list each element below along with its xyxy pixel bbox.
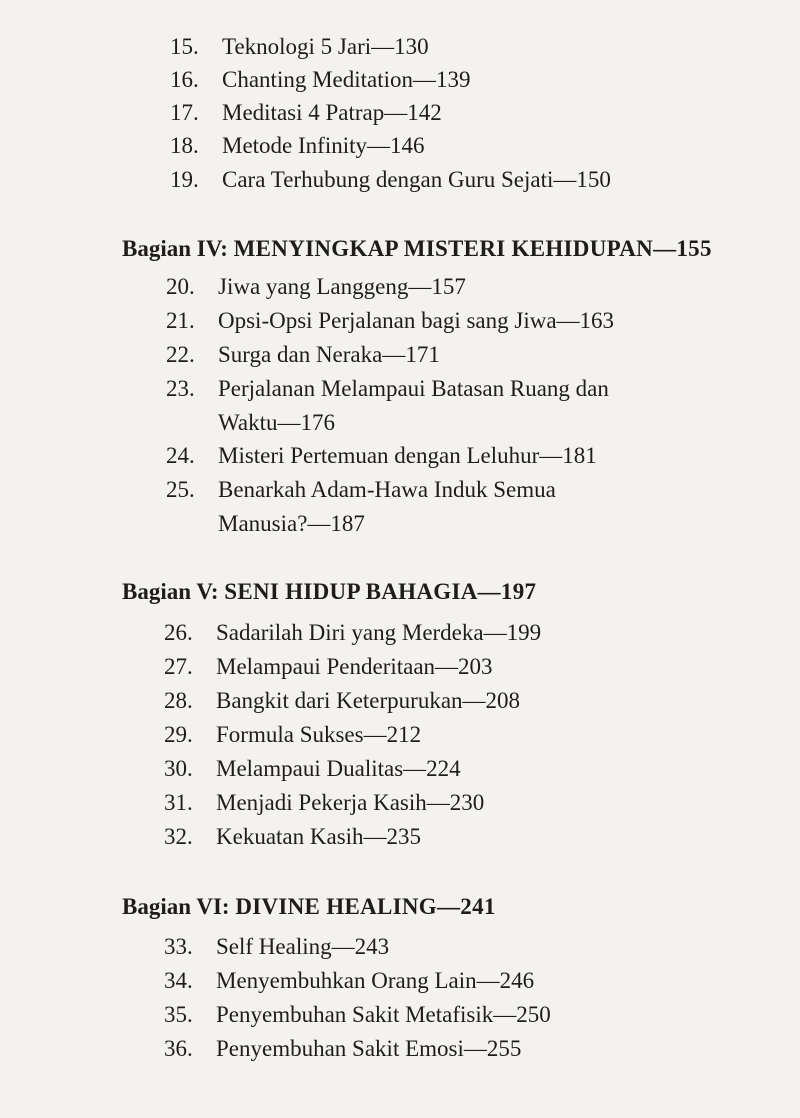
entry-title-continuation: Manusia?—187 — [218, 511, 365, 536]
entry-title-continuation: Waktu—176 — [218, 410, 335, 435]
entry-title: Surga dan Neraka—171 — [218, 342, 440, 367]
entry-title: Chanting Meditation—139 — [222, 67, 471, 92]
entry-number: 33. — [164, 934, 193, 959]
entry-number: 24. — [166, 443, 195, 468]
entry-title: Perjalanan Melampaui Batasan Ruang dan — [218, 376, 609, 401]
entry-number: 18. — [170, 133, 199, 158]
entry-title: Jiwa yang Langgeng—157 — [218, 274, 466, 299]
entry-title: Formula Sukses—212 — [216, 722, 422, 747]
entry-title: Opsi-Opsi Perjalanan bagi sang Jiwa—163 — [218, 308, 615, 333]
toc-entry — [164, 650, 493, 684]
entry-number: 19. — [170, 167, 199, 192]
toc-entry — [164, 1032, 521, 1066]
toc-entry — [170, 129, 425, 163]
entry-number: 20. — [166, 274, 195, 299]
entry-number: 30. — [164, 756, 193, 781]
entry-title: Misteri Pertemuan dengan Leluhur—181 — [218, 443, 597, 468]
toc-entry — [166, 473, 556, 536]
section-label: Bagian IV: — [122, 236, 228, 261]
entry-number: 36. — [164, 1036, 193, 1061]
toc-entry — [164, 964, 534, 998]
entry-title: Metode Infinity—146 — [222, 133, 425, 158]
section-title: DIVINE HEALING—241 — [235, 894, 496, 919]
toc-entry — [164, 930, 389, 964]
toc-entry — [166, 439, 597, 473]
entry-title: Sadarilah Diri yang Merdeka—199 — [216, 620, 542, 645]
entry-title: Penyembuhan Sakit Metafisik—250 — [216, 1002, 551, 1027]
entry-number: 22. — [166, 342, 195, 367]
toc-entry — [164, 684, 520, 718]
entry-number: 16. — [170, 67, 199, 92]
entry-number: 34. — [164, 968, 193, 993]
toc-entry — [170, 63, 471, 97]
entry-number: 23. — [166, 376, 195, 401]
toc-entry — [170, 163, 611, 197]
toc-entry — [164, 718, 421, 752]
entry-title: Benarkah Adam-Hawa Induk Semua — [218, 477, 556, 502]
toc-entry — [164, 616, 541, 650]
section-title: SENI HIDUP BAHAGIA—197 — [224, 579, 537, 604]
entry-title: Self Healing—243 — [216, 934, 390, 959]
section-heading-part5 — [122, 575, 536, 609]
entry-title: Cara Terhubung dengan Guru Sejati—150 — [222, 167, 611, 192]
entry-title: Menyembuhkan Orang Lain—246 — [216, 968, 535, 993]
entry-title: Kekuatan Kasih—235 — [216, 824, 422, 849]
section-heading-part4 — [122, 232, 712, 266]
entry-title: Penyembuhan Sakit Emosi—255 — [216, 1036, 522, 1061]
entry-number: 21. — [166, 308, 195, 333]
entry-number: 27. — [164, 654, 193, 679]
toc-entry — [170, 30, 429, 64]
entry-number: 15. — [170, 34, 199, 59]
entry-number: 17. — [170, 100, 199, 125]
entry-title: Teknologi 5 Jari—130 — [222, 34, 429, 59]
entry-number: 32. — [164, 824, 193, 849]
entry-title: Melampaui Dualitas—224 — [216, 756, 461, 781]
section-title: MENYINGKAP MISTERI KEHIDUPAN—155 — [233, 236, 712, 261]
entry-title: Melampaui Penderitaan—203 — [216, 654, 493, 679]
toc-entry — [166, 304, 614, 338]
toc-entry — [164, 786, 484, 820]
toc-entry — [164, 998, 551, 1032]
entry-number: 29. — [164, 722, 193, 747]
entry-number: 35. — [164, 1002, 193, 1027]
section-label: Bagian V: — [122, 579, 219, 604]
toc-entry — [166, 338, 440, 372]
section-label: Bagian VI: — [122, 894, 230, 919]
entry-number: 26. — [164, 620, 193, 645]
entry-title: Meditasi 4 Patrap—142 — [222, 100, 442, 125]
entry-title: Menjadi Pekerja Kasih—230 — [216, 790, 485, 815]
toc-entry — [166, 372, 609, 435]
entry-number: 28. — [164, 688, 193, 713]
toc-entry — [166, 270, 466, 304]
toc-entry — [164, 820, 421, 854]
toc-entry — [170, 96, 442, 130]
toc-entry — [164, 752, 461, 786]
entry-title: Bangkit dari Keterpurukan—208 — [216, 688, 521, 713]
section-heading-part6 — [122, 890, 496, 924]
entry-number: 31. — [164, 790, 193, 815]
entry-number: 25. — [166, 477, 195, 502]
